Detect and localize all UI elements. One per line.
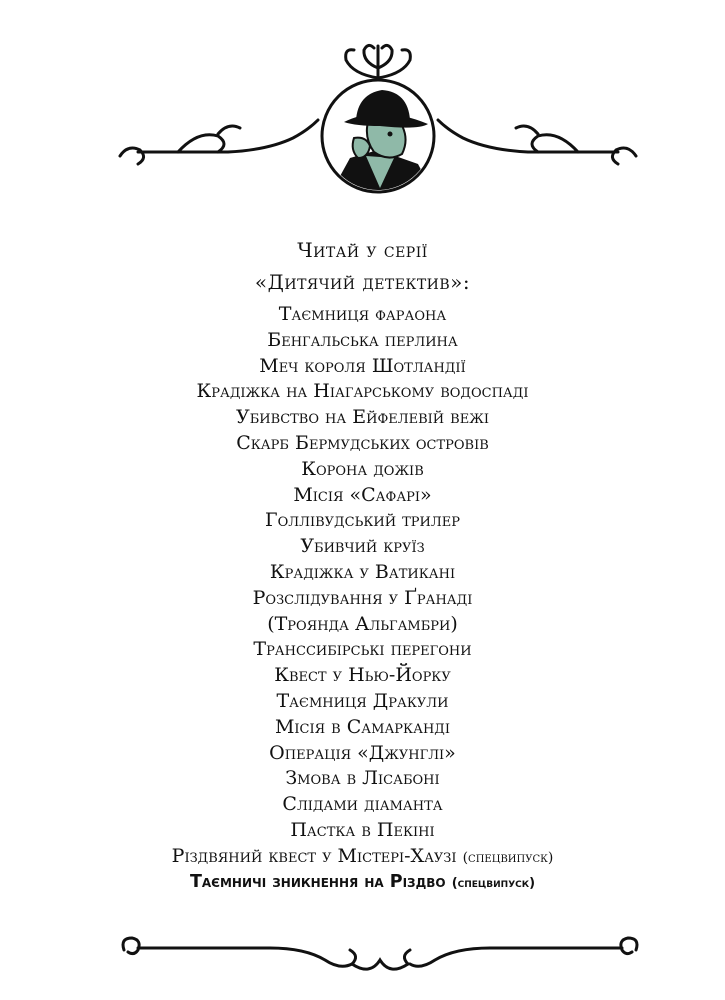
book-title-special: [0, 844, 725, 870]
book-title-text: Місія в Самарканді: [274, 715, 451, 738]
book-title-text: Убивство на Ейфелевій вежі: [236, 406, 489, 429]
book-title: [0, 818, 725, 844]
book-title-special-new: [0, 870, 725, 896]
scroll-flourish-divider-icon: [120, 930, 640, 980]
book-title: [0, 302, 725, 328]
book-title: [0, 689, 725, 715]
book-title: [0, 328, 725, 354]
book-title: [0, 741, 725, 767]
book-title: [0, 792, 725, 818]
book-title-text: Меч короля Шотландії: [259, 354, 466, 377]
book-title: [0, 405, 725, 431]
book-title-text: Таємниця Дракули: [276, 689, 449, 712]
book-title-text: Слідами діаманта: [282, 793, 443, 816]
detective-medallion-icon: [118, 38, 638, 203]
book-title-text: Транссибірські перегони: [253, 638, 472, 661]
book-title: [0, 534, 725, 560]
special-edition-note: (спецвипуск): [462, 849, 554, 866]
book-title-text: Крадіжка у Ватикані: [269, 560, 456, 583]
book-title-text: Операція «Джунглі»: [269, 741, 456, 764]
series-heading: Читай у серії: [297, 238, 428, 262]
book-title-text: Квест у Нью-Йорку: [274, 664, 451, 687]
book-title-text: (Троянда Альгамбри): [267, 612, 458, 635]
book-title: [0, 586, 725, 612]
special-edition-note: (спецвипуск): [451, 875, 536, 891]
book-title-text: Таємниця фараона: [278, 303, 447, 325]
book-title: [0, 766, 725, 792]
series-name: «Дитячий детектив»:: [254, 270, 471, 294]
book-title-text: Скарб Бермудських островів: [236, 431, 489, 454]
book-title: [0, 457, 725, 483]
book-title: [0, 431, 725, 457]
book-title-text: Розслідування у Ґранаді: [252, 586, 473, 609]
book-title: [0, 612, 725, 638]
book-title-text: Таємничі зникнення на Різдво: [189, 871, 446, 892]
book-title-text: Місія «Сафарі»: [293, 483, 432, 506]
book-title-text: Пастка в Пекіні: [290, 818, 435, 841]
book-title: [0, 354, 725, 380]
book-title: [0, 560, 725, 586]
book-title-text: Різдвяний квест у Містері-Хаузі: [171, 844, 457, 867]
book-title-text: Корона дожів: [301, 457, 424, 480]
book-title: [0, 637, 725, 663]
book-title: [0, 483, 725, 509]
book-title: [0, 508, 725, 534]
book-title: [0, 663, 725, 689]
book-title-text: Голлівудський трилер: [265, 509, 460, 532]
book-list: [0, 302, 725, 895]
book-title-text: Убивчий круїз: [300, 535, 425, 558]
book-title-text: Змова в Лісабоні: [285, 767, 440, 790]
book-title: [0, 379, 725, 405]
book-title-text: Крадіжка на Ніагарському водоспаді: [196, 380, 529, 403]
book-title-text: Бенгальська перлина: [267, 328, 458, 351]
book-title: [0, 715, 725, 741]
